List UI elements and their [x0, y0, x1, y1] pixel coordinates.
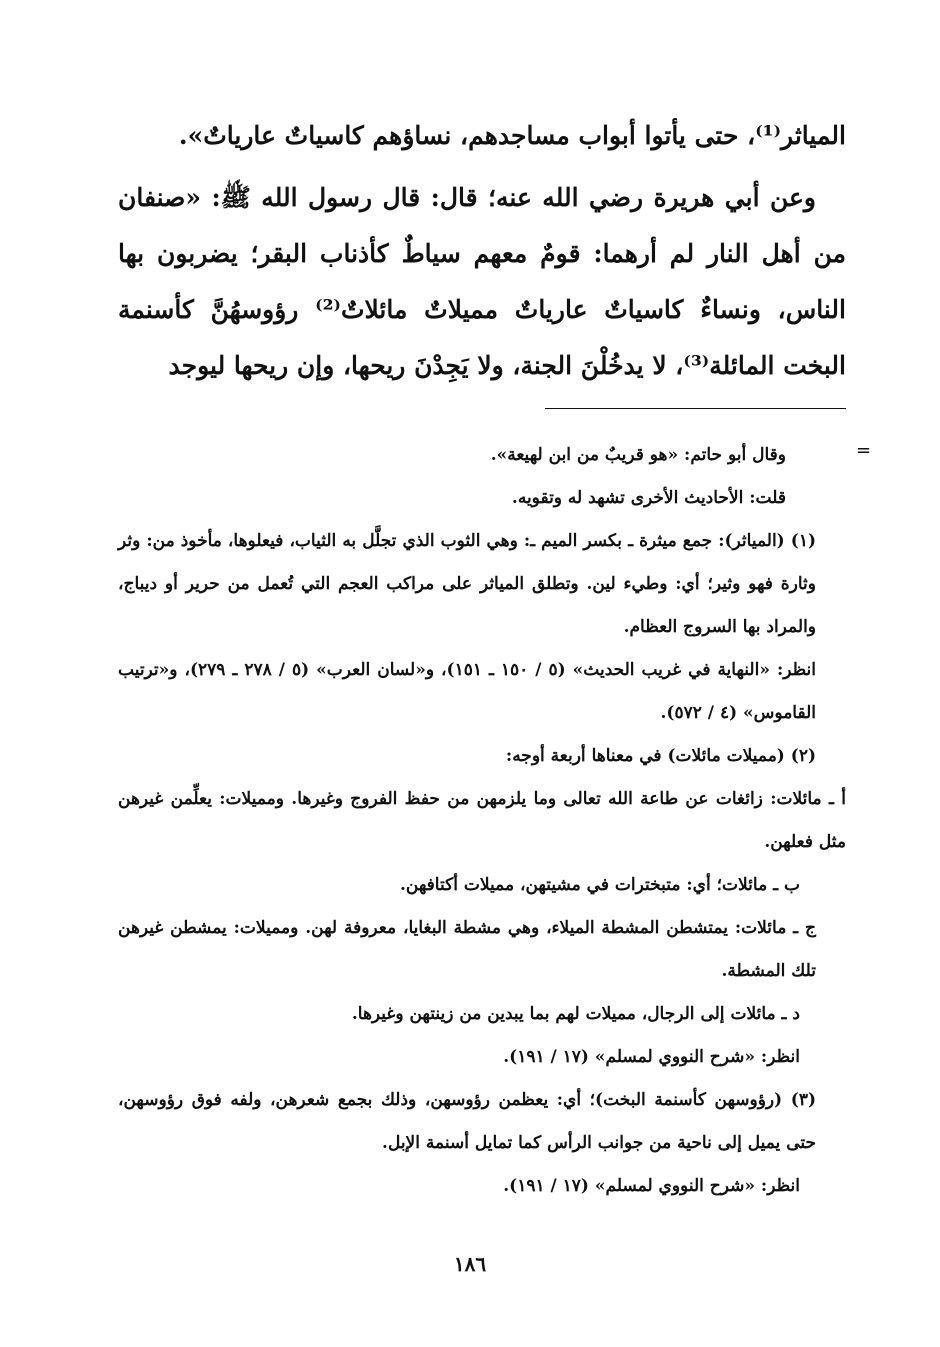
footnote-separator — [545, 408, 846, 409]
footnotes — [118, 434, 846, 1208]
footnote-1-reference: انظر: «النهاية في غريب الحديث» (٥ / ١٥٠ ـ ١٥١)، و«لسان العرب» (٥ / ٢٧٨ ـ ٢٧٩)، و«ترتيب القاموس» (٤ / ٥٧٢). — [118, 660, 816, 723]
footnote-2-item-c: ج ـ مائلات: يمتشطن المشطة الميلاء، وهي مشطة البغايا، معروفة لهن. ومميلات: يمشطن غيرهن تلك المشطة. — [118, 918, 816, 981]
footnote-3-reference: انظر: «شرح النووي لمسلم» (١٧ / ١٩١). — [503, 1176, 800, 1196]
footnote-2: (٢) (مميلات مائلات) في معناها أربعة أوجه: — [505, 746, 816, 766]
main-text — [118, 108, 846, 394]
main-paragraph-1: المياثر⁽¹⁾، حتى يأتوا أبواب مساجدهم، نساؤهم كاسياتٌ عارياتٌ». — [178, 121, 846, 150]
footnote-2-reference: انظر: «شرح النووي لمسلم» (١٧ / ١٩١). — [503, 1047, 800, 1067]
footnote-2-item-a: أ ـ مائلات: زائغات عن طاعة الله تعالى وما يلزمهن من حفظ الفروج وغيرها. ومميلات: يعلِّمن غيرهن مثل فعلهن. — [118, 789, 846, 852]
footnote-3: (٣) (رؤوسهن كأسنمة البخت)؛ أي: يعظمن رؤوسهن، وذلك بجمع شعرهن، ولفه فوق رؤوسهن، حتى يميل إلى ناحية من جوانب الرأس كما تمايل أسنمة الإبل. — [118, 1090, 816, 1153]
page-number: ١٨٦ — [453, 1252, 487, 1276]
footnote-1: (١) (المياثر): جمع ميثرة ـ بكسر الميم ـ: وهي الثوب الذي تجلَّل به الثياب، فيعلوها، مأخوذ من: وثر وثارة فهو وثير؛ أي: وطيء لين. وتطلق المياثر على مراكب العجم التي تُعمل من حرير أو ديباج، والمراد بها السروج العظام. — [118, 531, 816, 637]
footnote-continued-line-2: قلت: الأحاديث الأخرى تشهد له وتقويه. — [511, 488, 786, 508]
continuation-mark: = — [856, 440, 872, 461]
footnote-2-item-b: ب ـ مائلات؛ أي: متبخترات في مشيتهن، مميلات أكتافهن. — [399, 875, 800, 895]
footnote-continued-line-1: وقال أبو حاتم: «هو قريبٌ من ابن لهيعة». — [490, 445, 786, 465]
main-paragraph-2: وعن أبي هريرة رضي الله عنه؛ قال: قال رسول الله ﷺ: «صنفان من أهل النار لم أرهما: قومٌ معهم سياطٌ كأذناب البقر؛ يضربون بها الناس، ونساءٌ كاسياتٌ عارياتٌ مميلاتٌ مائلاتٌ⁽²⁾ رؤوسهُنَّ كأسنمة البخت المائلة⁽³⁾، لا يدخُلْنَ الجنة، ولا يَجِدْنَ ريحها، وإن ريحها ليوجد — [118, 183, 846, 380]
footnote-2-item-d: د ـ مائلات إلى الرجال، مميلات لهم بما يبدين من زينتهن وغيرها. — [351, 1004, 800, 1024]
